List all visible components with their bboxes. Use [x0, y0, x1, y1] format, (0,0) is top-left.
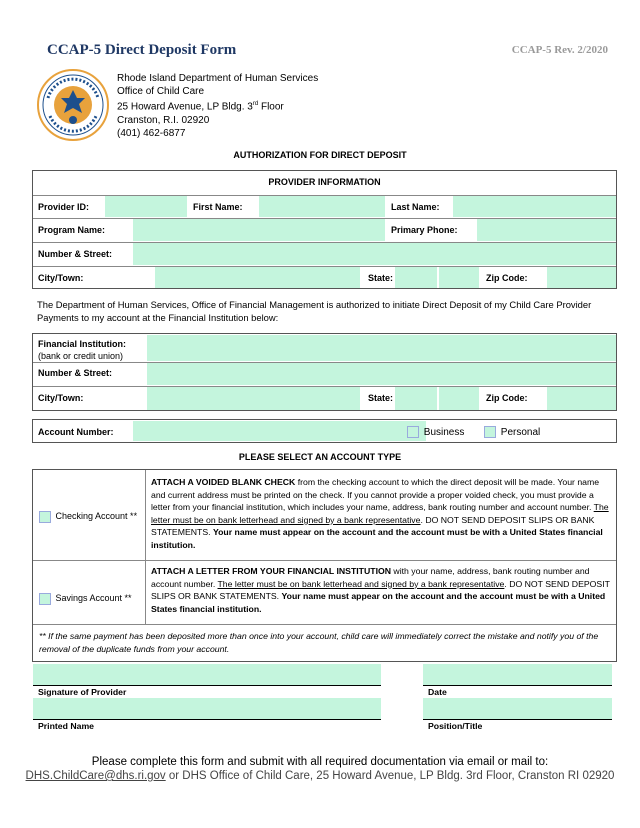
business-option[interactable]	[407, 426, 464, 438]
checking-label: Checking Account **	[55, 511, 138, 522]
business-label: Business	[423, 426, 465, 438]
provider-street-field[interactable]	[133, 243, 616, 265]
position-field[interactable]	[423, 698, 612, 720]
first-name-label: First Name:	[193, 202, 243, 212]
authorization-text: The Department of Human Services, Office of Financial Management is authorized to initiate Direct Deposit of my Child Care Provider Payments to my account at the Financial Institution below:	[37, 299, 592, 323]
provider-zip-field[interactable]	[547, 267, 616, 288]
last-name-label: Last Name:	[391, 202, 440, 212]
email-link[interactable]: DHS.ChildCare@dhs.ri.gov	[25, 770, 166, 782]
address-line-5: (401) 462-6877	[117, 128, 186, 140]
account-number-label: Account Number:	[38, 427, 114, 437]
personal-label: Personal	[500, 426, 541, 438]
checking-instructions: ATTACH A VOIDED BLANK CHECK from the checking account to which the direct deposit will be made. Your name and current address must be printed on the check. If you cannot provide a proper voided check, you must provide a letter from your financial institution, which includes your name, address, bank routing number and account number. The letter must be on bank letterhead and signed by a bank representative. DO NOT SEND DEPOSIT SLIPS OR BANK STATEMENTS. Your name must appear on the account and the account must be with a United States financial institution.	[151, 477, 609, 550]
signature-field[interactable]	[33, 664, 381, 686]
institution-label: Financial Institution: (bank or credit union)	[38, 339, 126, 361]
personal-option[interactable]	[484, 426, 540, 438]
mail-address: or DHS Office of Child Care, 25 Howard Avenue, LP Bldg. 3rd Floor, Cranston RI 02920	[165, 770, 615, 782]
provider-info-table	[32, 170, 617, 289]
checking-option[interactable]	[39, 511, 137, 523]
provider-zip-label: Zip Code:	[486, 273, 528, 283]
provider-city-label: City/Town:	[38, 273, 84, 283]
provider-info-heading: PROVIDER INFORMATION	[268, 177, 381, 187]
form-title: CCAP-5 Direct Deposit Form	[47, 42, 237, 58]
bank-zip-field[interactable]	[547, 387, 616, 410]
printed-name-field[interactable]	[33, 698, 381, 720]
last-name-field[interactable]	[453, 196, 616, 217]
bank-state-label: State:	[368, 393, 394, 403]
date-label: Date	[428, 687, 447, 697]
first-name-field[interactable]	[259, 196, 385, 217]
provider-street-label: Number & Street:	[38, 249, 113, 259]
bank-zip-label: Zip Code:	[486, 393, 528, 403]
bank-info-table	[32, 333, 617, 411]
primary-phone-field[interactable]	[477, 219, 616, 241]
provider-city-field[interactable]	[155, 267, 360, 288]
bank-city-label: City/Town:	[38, 393, 84, 403]
footer-instructions: Please complete this form and submit with all required documentation via email or mail to:	[91, 756, 549, 768]
savings-option[interactable]	[39, 593, 132, 605]
address-line-4: Cranston, R.I. 02920	[117, 114, 210, 126]
business-checkbox[interactable]	[407, 426, 419, 438]
date-field[interactable]	[423, 664, 612, 686]
position-label: Position/Title	[428, 721, 483, 731]
authorization-heading: AUTHORIZATION FOR DIRECT DEPOSIT	[233, 150, 407, 160]
institution-field[interactable]	[147, 335, 616, 361]
footer-contact	[0, 770, 640, 782]
signature-label: Signature of Provider	[38, 687, 127, 697]
bank-state-field[interactable]	[395, 387, 437, 410]
account-number-row	[32, 419, 617, 443]
primary-phone-label: Primary Phone:	[391, 225, 458, 235]
savings-label: Savings Account **	[55, 593, 132, 604]
provider-id-label: Provider ID:	[38, 202, 90, 212]
address-line-2: Office of Child Care	[117, 86, 205, 98]
checking-checkbox[interactable]	[39, 511, 51, 523]
provider-id-field[interactable]	[105, 196, 187, 217]
printed-name-label: Printed Name	[38, 721, 95, 731]
bank-street-field[interactable]	[147, 363, 616, 385]
savings-instructions: ATTACH A LETTER FROM YOUR FINANCIAL INSTITUTION with your name, address, bank routing number and account number. The letter must be on bank letterhead and signed by a bank representative. DO NOT SEND DEPOSIT SLIPS OR BANK STATEMENTS. Your name must appear on the account and the account must be with a United States financial institution.	[151, 566, 610, 614]
bank-city-field[interactable]	[147, 387, 360, 410]
account-type-table	[32, 469, 617, 662]
program-name-label: Program Name:	[38, 225, 106, 235]
bank-street-label: Number & Street:	[38, 368, 113, 378]
bank-state-field-2[interactable]	[439, 387, 479, 410]
duplicate-payment-note: ** If the same payment has been deposited more than once into your account, child care will immediately correct the mistake and notify you of the removal of the duplicate funds from your account.	[39, 631, 599, 654]
account-type-heading: PLEASE SELECT AN ACCOUNT TYPE	[238, 452, 402, 462]
provider-state-label: State:	[368, 273, 394, 283]
ri-dhs-seal-icon	[36, 68, 110, 142]
account-number-field[interactable]	[133, 421, 426, 441]
personal-checkbox[interactable]	[484, 426, 496, 438]
provider-state-field-2[interactable]	[439, 267, 479, 288]
agency-address	[117, 72, 318, 140]
savings-checkbox[interactable]	[39, 593, 51, 605]
provider-state-field[interactable]	[395, 267, 437, 288]
address-line-3: 25 Howard Avenue, LP Bldg. 3rd Floor	[117, 101, 284, 113]
address-line-1: Rhode Island Department of Human Services	[117, 73, 319, 84]
program-name-field[interactable]	[133, 219, 385, 241]
revision-label: CCAP-5 Rev. 2/2020	[511, 44, 608, 56]
